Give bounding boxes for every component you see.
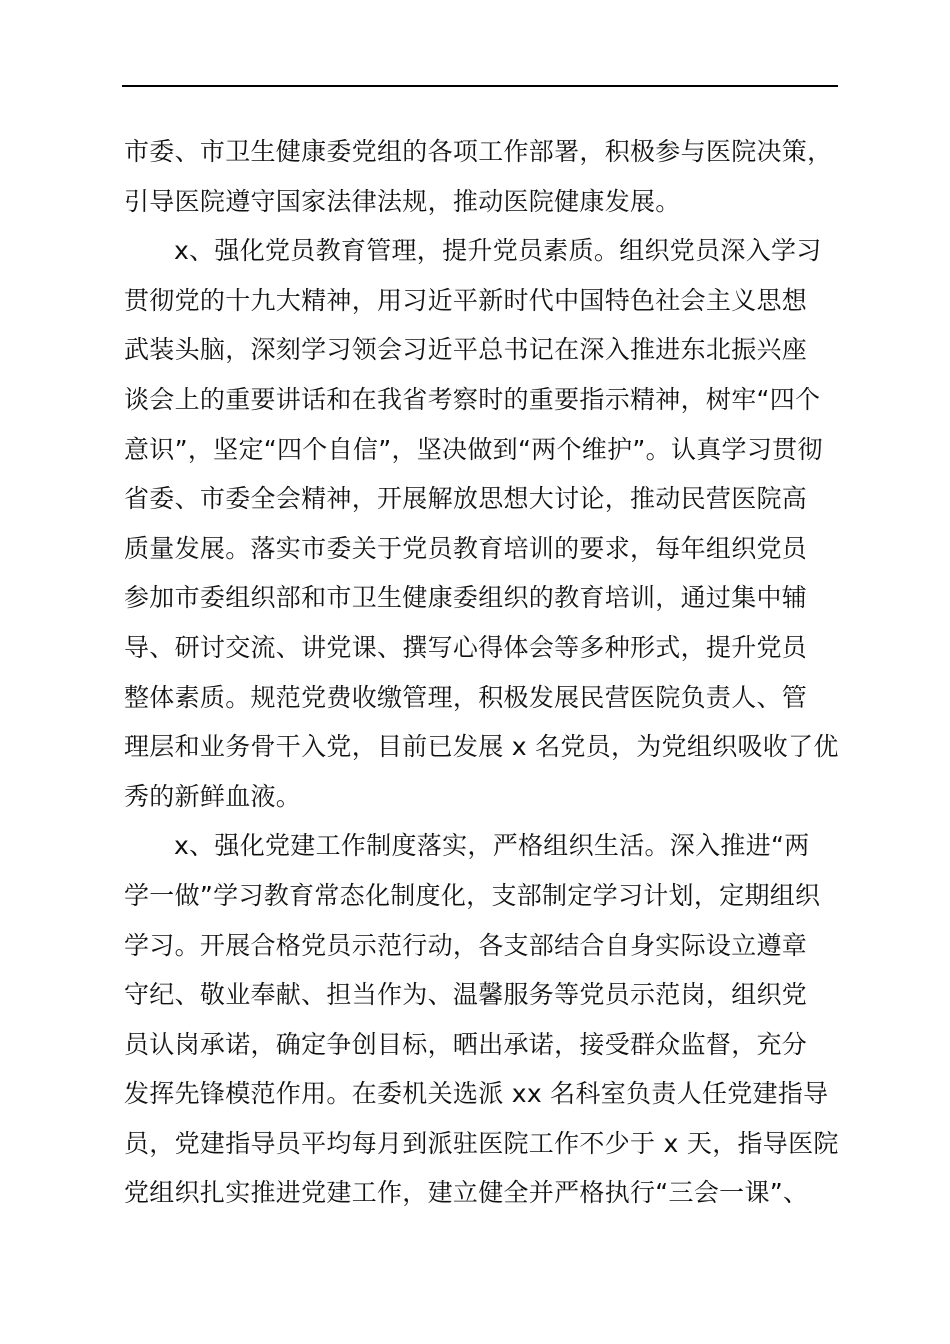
paragraph-start-line: x、强化党员教育管理，提升党员素质。组织党员深入学习 bbox=[174, 236, 822, 266]
text-line: 守纪、敬业奉献、担当作为、温馨服务等党员示范岗，组织党 bbox=[124, 980, 808, 1010]
text-line: 整体素质。规范党费收缴管理，积极发展民营医院负责人、管 bbox=[124, 682, 808, 712]
text-line: 质量发展。落实市委关于党员教育培训的要求，每年组织党员 bbox=[124, 533, 808, 563]
paragraph-start-line: x、强化党建工作制度落实，严格组织生活。深入推进“两 bbox=[174, 831, 810, 861]
text-line: 谈会上的重要讲话和在我省考察时的重要指示精神，树牢“四个 bbox=[124, 384, 821, 414]
text-line: 省委、市委全会精神，开展解放思想大讨论，推动民营医院高 bbox=[124, 484, 808, 514]
text-line: 武装头脑，深刻学习领会习近平总书记在深入推进东北振兴座 bbox=[124, 335, 808, 365]
text-line: 学习。开展合格党员示范行动，各支部结合自身实际设立遵章 bbox=[124, 930, 808, 960]
text-line: 贯彻党的十九大精神，用习近平新时代中国特色社会主义思想 bbox=[124, 285, 808, 315]
text-line: 员认岗承诺，确定争创目标，晒出承诺，接受群众监督，充分 bbox=[124, 1029, 808, 1059]
body-text bbox=[124, 127, 864, 1218]
text-line: 理层和业务骨干入党，目前已发展 x 名党员，为党组织吸收了优 bbox=[124, 732, 839, 762]
text-line: 导、研讨交流、讲党课、撰写心得体会等多种形式，提升党员 bbox=[124, 632, 808, 662]
text-line: 学一做”学习教育常态化制度化，支部制定学习计划，定期组织 bbox=[124, 880, 821, 910]
header-rule bbox=[122, 85, 838, 87]
text-line: 意识”，坚定“四个自信”，坚决做到“两个维护”。认真学习贯彻 bbox=[124, 434, 823, 464]
text-line: 市委、市卫生健康委党组的各项工作部署，积极参与医院决策， bbox=[124, 137, 833, 166]
text-line: 秀的新鲜血液。 bbox=[124, 781, 302, 811]
text-line: 党组织扎实推进党建工作，建立健全并严格执行“三会一课”、 bbox=[124, 1178, 809, 1208]
text-line: 员，党建指导员平均每月到派驻医院工作不少于 x 天，指导医院 bbox=[124, 1128, 839, 1158]
text-line: 发挥先锋模范作用。在委机关选派 xx 名科室负责人任党建指导 bbox=[124, 1079, 829, 1109]
text-line: 参加市委组织部和市卫生健康委组织的教育培训，通过集中辅 bbox=[124, 583, 808, 613]
text-line: 引导医院遵守国家法律法规，推动医院健康发展。 bbox=[124, 186, 681, 216]
